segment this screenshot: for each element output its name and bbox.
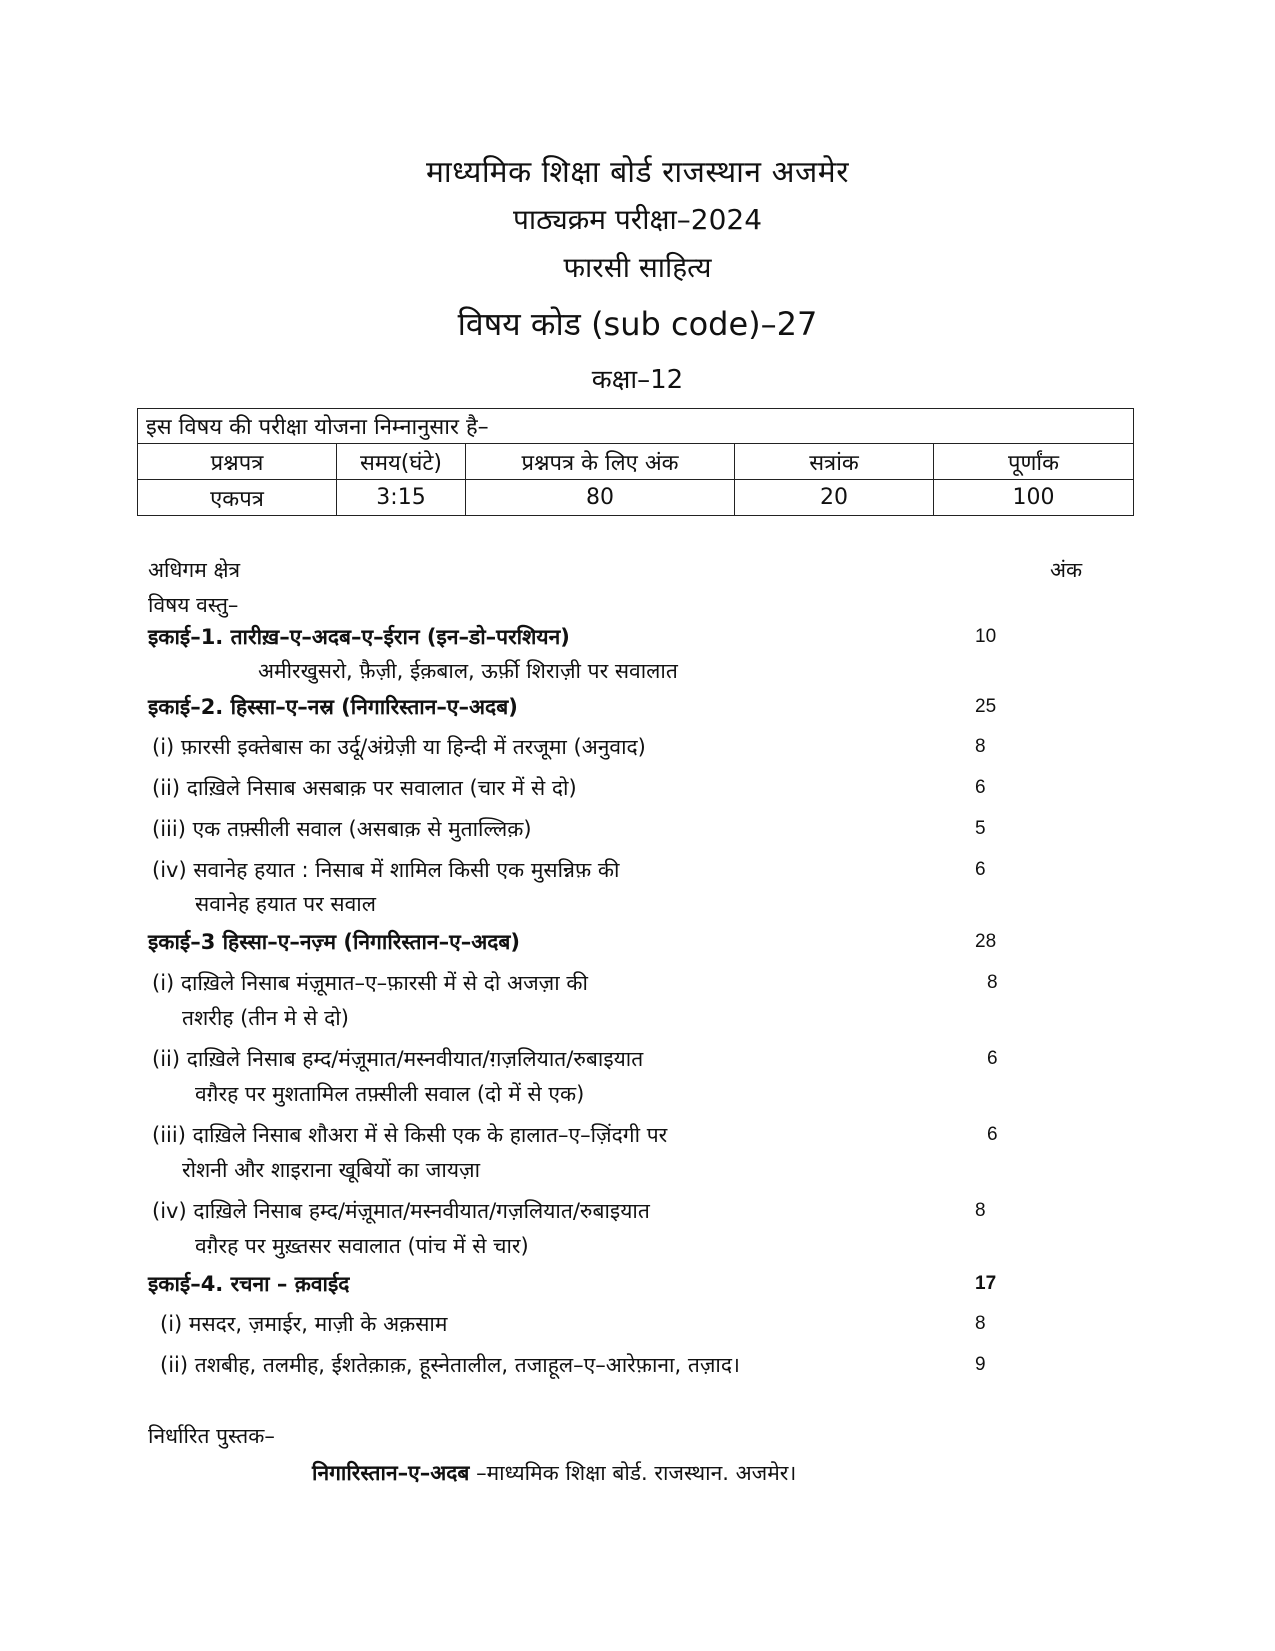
table-cell: 20 [735,480,934,516]
board-title: माध्यमिक शिक्षा बोर्ड राजस्थान अजमेर [425,155,850,190]
learning-area-label: अधिगम क्षेत्र [148,558,241,582]
marks-value: 25 [975,696,997,717]
table-intro-row [138,409,1134,444]
column-header: सत्रांक [735,444,934,480]
syllabus-line: (ii) दाख़िले निसाब असबाक़ पर सवालात (चार में से दो) 6 [0,771,1275,805]
unit-heading: इकाई–4. रचना – क़वाईद 17 [0,1267,1275,1301]
content-label: विषय वस्तु– [148,593,239,617]
unit-heading: इकाई–2. हिस्सा–ए–नस्र (निगारिस्तान–ए–अदब) 25 [0,690,1275,724]
syllabus-line: (iii) दाख़िले निसाब शौअरा में से किसी एक के हालात–ए–ज़िंदगी पर 6 [0,1118,1275,1152]
syllabus-line: वग़ैरह पर मुख़्तसर सवालात (पांच में से चार) [195,1234,529,1258]
syllabus-line: (iii) एक तफ़्सीली सवाल (असबाक़ से मुताल्लिक़) 5 [0,812,1275,846]
prescribed-book [0,1456,1275,1490]
syllabus-line: (i) दाख़िले निसाब मंज़ूमात–ए–फ़ारसी में से दो अजज़ा की 8 [0,966,1275,1000]
marks-value: 9 [975,1354,986,1375]
syllabus-line: (i) मसदर, ज़माईर, माज़ी के अक़साम 8 [0,1307,1275,1341]
marks-value: 6 [987,1124,998,1145]
table-intro: इस विषय की परीक्षा योजना निम्नानुसार है– [138,409,1134,444]
subject-code: विषय कोड (sub code)–27 [457,305,818,343]
learning-area-header [0,553,1275,587]
marks-value: 5 [975,818,986,839]
table-cell: 80 [466,480,735,516]
syllabus-line: अमीरखुसरो, फ़ैज़ी, ईक़बाल, ऊर्फ़ी शिराज़ी पर सवालात [258,659,678,683]
marks-value: 6 [987,1048,998,1069]
unit-heading: इकाई–3 हिस्सा–ए–नज़्म (निगारिस्तान–ए–अदब) 28 [0,925,1275,959]
exam-scheme-table [137,408,1134,516]
column-header: प्रश्नपत्र के लिए अंक [466,444,735,480]
prescribed-books-label-row [0,1419,1275,1453]
marks-value: 8 [975,1200,986,1221]
table-cell: 3:15 [337,480,466,516]
syllabus-line: सवानेह हयात पर सवाल [195,892,376,916]
column-header: प्रश्नपत्र [138,444,337,480]
content-label-row [0,588,1275,622]
marks-value: 10 [975,626,997,647]
class-label: कक्षा–12 [591,365,684,395]
syllabus-line: तशरीह (तीन मे से दो) [182,1006,349,1030]
book-publisher: –माध्यमिक शिक्षा बोर्ड. राजस्थान. अजमेर। [469,1461,797,1485]
syllabus-line: वग़ैरह पर मुशतामिल तफ़्सीली सवाल (दो में से एक) [195,1082,585,1106]
syllabus-line: रोशनी और शाइराना खूबियों का जायज़ा [182,1158,481,1182]
table-cell: एकपत्र [138,480,337,516]
table-row [138,480,1134,516]
marks-value: 6 [975,859,986,880]
syllabus-line: (ii) दाख़िले निसाब हम्द/मंज़ूमात/मस्नवीयात/ग़ज़लियात/रुबाइयात 6 [0,1042,1275,1076]
column-header: समय(घंटे) [337,444,466,480]
prescribed-books-label: निर्धारित पुस्तक– [148,1424,275,1448]
table-cell: 100 [934,480,1134,516]
marks-value: 8 [975,1313,986,1334]
marks-value: 8 [987,972,998,993]
subject-title: फारसी साहित्य [563,251,712,284]
marks-value: 8 [975,736,986,757]
marks-value: 17 [975,1273,997,1294]
table-header-row [138,444,1134,480]
exam-title: पाठ्यक्रम परीक्षा–2024 [512,203,763,236]
marks-value: 28 [975,931,997,952]
syllabus-line: (i) फ़ारसी इक्तेबास का उर्दू/अंग्रेज़ी या हिन्दी में तरजूमा (अनुवाद) 8 [0,730,1275,764]
syllabus-line: (ii) तशबीह, तलमीह, ईशतेक़ाक़, हूस्नेतालील, तजाहूल–ए–आरेफ़ाना, तज़ाद। 9 [0,1348,1275,1382]
syllabus-line: (iv) सवानेह हयात : निसाब में शामिल किसी एक मुसन्निफ़ की 6 [0,853,1275,887]
unit-heading: इकाई–1. तारीख़–ए–अदब–ए–ईरान (इन–डो–परशियन) 10 [0,620,1275,654]
column-header: पूर्णांक [934,444,1134,480]
marks-value: 6 [975,777,986,798]
syllabus-line: (iv) दाख़िले निसाब हम्द/मंज़ूमात/मस्नवीयात/गज़लियात/रुबाइयात 8 [0,1194,1275,1228]
marks-label: अंक [1050,558,1083,582]
book-title: निगारिस्तान–ए–अदब [312,1461,470,1485]
